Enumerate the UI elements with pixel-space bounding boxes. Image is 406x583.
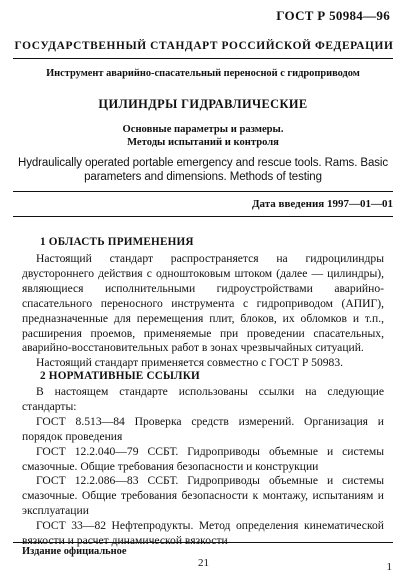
section-heading-scope: 1 ОБЛАСТЬ ПРИМЕНЕНИЯ bbox=[40, 236, 194, 248]
section-heading-references: 2 НОРМАТИВНЫЕ ССЫЛКИ bbox=[40, 370, 200, 382]
date-rule bbox=[13, 216, 393, 217]
title-main: Инструмент аварийно-спасательный переносной с гидроприводом bbox=[46, 68, 360, 79]
page-number-center: 21 bbox=[198, 557, 209, 569]
reference-item: ГОСТ 33—82 Нефтепродукты. Метод определения кинематической вязкости и расчет динамической вязкости bbox=[22, 519, 384, 548]
paragraph: В настоящем стандарте использованы ссылки на следующие стандарты: bbox=[22, 385, 384, 413]
section-body-references bbox=[22, 385, 384, 549]
standard-organization: ГОСУДАРСТВЕННЫЙ СТАНДАРТ РОССИЙСКОЙ ФЕДЕРАЦИИ bbox=[14, 40, 394, 52]
title-english-line-2: parameters and dimensions. Methods of testing bbox=[84, 171, 322, 183]
reference-item: ГОСТ 8.513—84 Проверка средств измерений. Организация и порядок проведения bbox=[22, 414, 384, 443]
title-subtitle: ЦИЛИНДРЫ ГИДРАВЛИЧЕСКИЕ bbox=[98, 97, 308, 111]
reference-item: ГОСТ 12.2.086—83 ССБТ. Гидроприводы объемные и системы смазочные. Общие требования безопасности к монтажу, испытаниям и эксплуатации bbox=[22, 474, 384, 518]
paragraph: Настоящий стандарт применяется совместно с ГОСТ Р 50983. bbox=[36, 356, 344, 370]
title-params-line-2: Методы испытаний и контроля bbox=[127, 137, 279, 148]
header-rule bbox=[13, 58, 393, 59]
title-english bbox=[13, 156, 393, 184]
title-params-line-1: Основные параметры и размеры. bbox=[122, 124, 284, 135]
title-params bbox=[13, 123, 393, 149]
edition-label: Издание официальное bbox=[22, 546, 127, 557]
reference-item: ГОСТ 12.2.040—79 ССБТ. Гидроприводы объемные и системы смазочные. Общие требования безопасности и конструкции bbox=[22, 444, 384, 473]
title-rule bbox=[13, 191, 393, 192]
footer-rule bbox=[13, 542, 393, 543]
paragraph: Настоящий стандарт распространяется на гидроцилиндры двустороннего действия с одноштоковым штоком (далее — цилиндры), являющиеся исполнительными гидроустройствами аварийно-спасательного переносного инструмента с гидроприводом (АПИГ), предназначенные для перемещения плит, блоков, их обломков и т.п., расширения проемов, применяемые при проведении спасательных, аварийно-восстановительных работ в зонах чрезвычайных ситуаций. bbox=[22, 252, 384, 355]
title-block bbox=[13, 67, 393, 184]
title-english-line-1: Hydraulically operated portable emergency and rescue tools. Rams. Basic bbox=[17, 157, 389, 169]
section-body-scope bbox=[22, 252, 384, 371]
introduction-date: Дата введения 1997—01—01 bbox=[251, 198, 393, 210]
page-number-right: 1 bbox=[386, 561, 392, 573]
standard-number: ГОСТ Р 50984—96 bbox=[276, 8, 390, 23]
